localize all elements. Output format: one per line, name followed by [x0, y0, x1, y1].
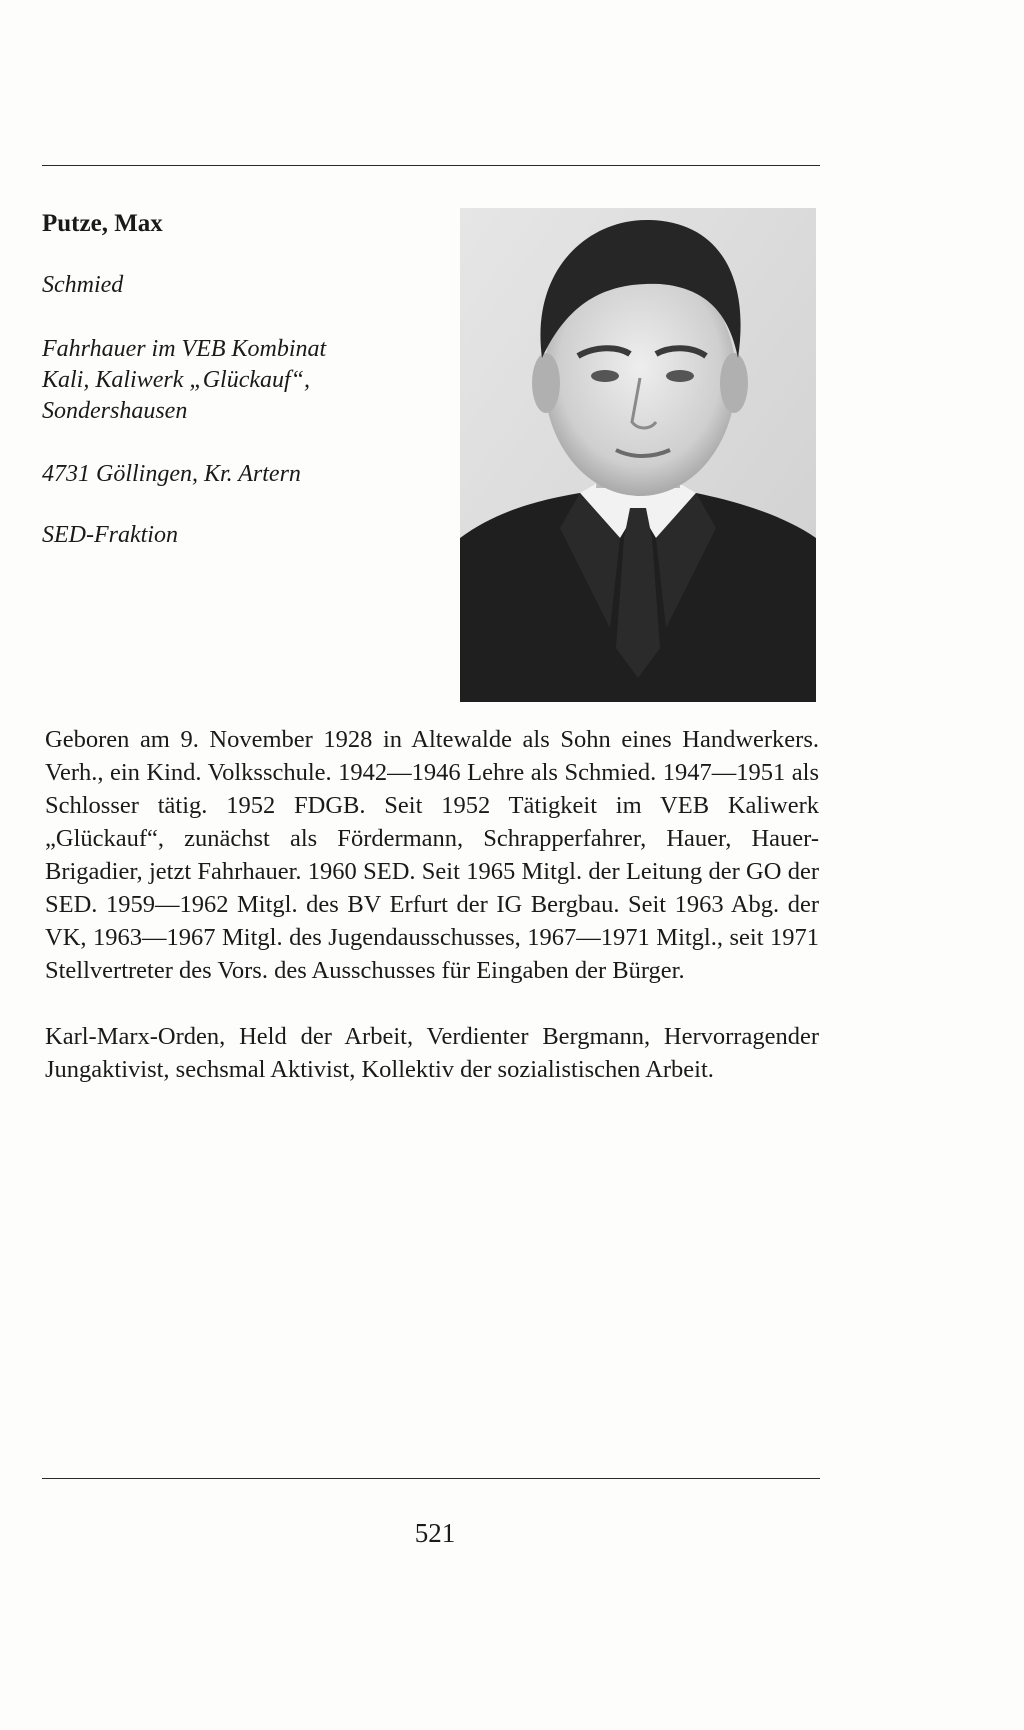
biography: Geboren am 9. November 1928 in Altewalde als Sohn eines Handwerkers. Verh., ein Kind. Volksschule. 1942—1946 Lehre als Schmied. 1947—1951 als Schlosser tätig. 1952 FDGB. Seit 1952 Tätigkeit im VEB Kaliwerk „Glückauf“, zunächst als Fördermann, Schrapperfahrer, Hauer, Hauer-Brigadier, jetzt Fahrhauer. 1960 SED. Seit 1965 Mitgl. der Leitung der GO der SED. 1959—1962 Mitgl. des BV Erfurt der IG Bergbau. Seit 1963 Abg. der VK, 1963—1967 Mitgl. des Jugendausschusses, 1967—1971 Mitgl., seit 1971 Stellvertreter des Vors. des Ausschusses für Eingaben der Bürger. [45, 726, 819, 984]
workplace [42, 334, 442, 427]
workplace-line: Sondershausen [42, 398, 188, 424]
workplace-line: Kali, Kaliwerk „Glückauf“, [42, 367, 311, 393]
awards: Karl-Marx-Orden, Held der Arbeit, Verdienter Bergmann, Hervorragender Jungaktivist, sechsmal Aktivist, Kollektiv der sozialistischen Arbeit. [45, 1023, 819, 1083]
workplace-line: Fahrhauer im VEB Kombinat [42, 336, 327, 362]
top-rule [42, 165, 820, 166]
occupation: Schmied [42, 272, 124, 298]
bottom-rule [42, 1478, 820, 1479]
address: 4731 Göllingen, Kr. Artern [42, 461, 301, 487]
faction: SED-Fraktion [42, 522, 178, 548]
page-number: 521 [414, 1518, 456, 1548]
person-name: Putze, Max [42, 210, 163, 237]
portrait-photo [460, 208, 816, 702]
